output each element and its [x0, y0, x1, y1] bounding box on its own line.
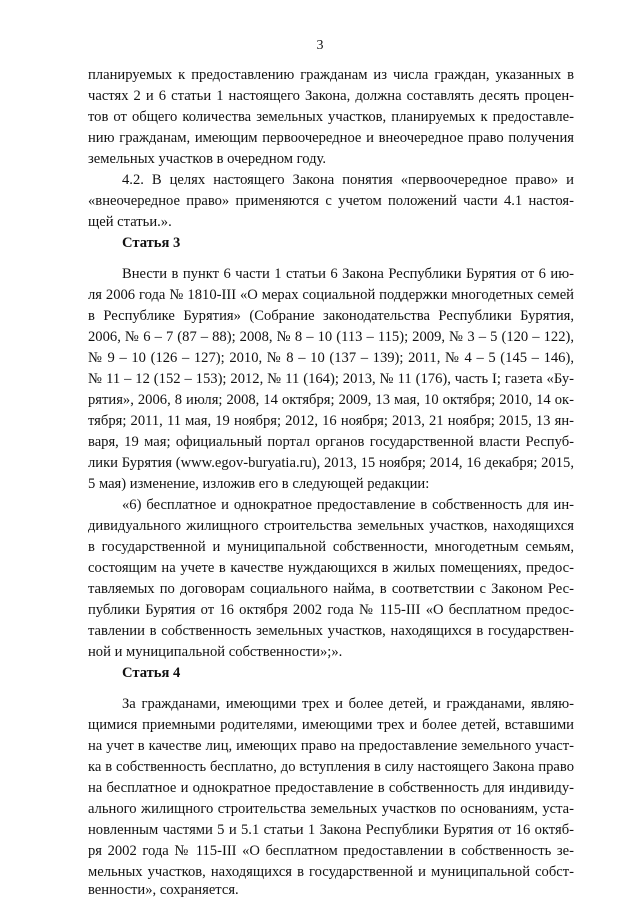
- page-number: 3: [316, 38, 324, 53]
- text-line: ля 2006 года № 1810-III «О мерах социальной поддержки многодетных семей: [88, 287, 574, 303]
- text-line: в Республике Бурятия» (Собрание законодательства Республики Бурятия,: [88, 308, 574, 324]
- text-line: венности», сохраняется.: [88, 882, 239, 898]
- text-line: ря 2002 года № 115-III «О бесплатном предоставлении в собственность зе-: [88, 843, 574, 859]
- text-line: 4.2. В целях настоящего Закона понятия «первоочередное право» и: [122, 172, 574, 188]
- text-line: ального жилищного строительства земельных участков по основаниям, уста-: [88, 801, 574, 817]
- text-line: рятия», 2006, 8 июля; 2008, 14 октября; 2009, 13 мая, 10 октября; 2010, 14 ок-: [88, 392, 574, 408]
- article-4-heading: Статья 4: [122, 665, 181, 681]
- text-line: № 11 – 12 (152 – 153); 2012, № 11 (164); 2013, № 11 (176), часть I; газета «Бу-: [88, 371, 574, 387]
- text-line: новленным частями 5 и 5.1 статьи 1 Закона Республики Бурятия от 16 октяб-: [88, 822, 574, 838]
- text-line: 2006, № 6 – 7 (87 – 88); 2008, № 8 – 10 (113 – 115); 2009, № 3 – 5 (120 – 122),: [88, 329, 574, 345]
- text-line: в государственной и муниципальной собственности, многодетным семьям,: [88, 539, 574, 555]
- text-line: частях 2 и 6 статьи 1 настоящего Закона, должна составлять десять процен-: [88, 88, 574, 104]
- text-line: состоящим на учете в качестве нуждающихся в жилых помещениях, предос-: [88, 560, 574, 576]
- text-line: тов от общего количества земельных участков, планируемых к предоставле-: [88, 109, 574, 125]
- text-line: нию гражданам, имеющим первоочередное и внеочередное право получения: [88, 130, 574, 146]
- text-line: публики Бурятия от 16 октября 2002 года № 115-III «О бесплатном предос-: [88, 602, 574, 618]
- article-3-heading: Статья 3: [122, 235, 181, 251]
- text-line: планируемых к предоставлению гражданам из числа граждан, указанных в: [88, 67, 574, 83]
- text-line: тавляемых по договорам социального найма, в соответствии с Законом Рес-: [88, 581, 574, 597]
- text-line: дивидуального жилищного строительства земельных участков, находящихся: [88, 518, 574, 534]
- text-line: ка в собственность бесплатно, до вступления в силу настоящего Закона право: [88, 759, 574, 775]
- text-line: Внести в пункт 6 части 1 статьи 6 Закона Республики Бурятия от 6 ию-: [122, 266, 574, 282]
- text-line: щимися приемными родителями, имеющими трех и более детей, вставшими: [88, 717, 574, 733]
- text-line: тября; 2011, 11 мая, 19 ноября; 2012, 16 ноября; 2013, 21 ноября; 2015, 13 ян-: [88, 413, 574, 429]
- text-line: щей статьи.».: [88, 214, 172, 230]
- text-line: варя, 19 мая; официальный портал органов государственной власти Респуб-: [88, 434, 574, 450]
- text-line: «внеочередное право» применяются с учетом положений части 4.1 настоя-: [88, 193, 574, 209]
- text-line: 5 мая) изменение, изложив его в следующей редакции:: [88, 476, 430, 492]
- text-line: земельных участков в очередном году.: [88, 151, 327, 167]
- text-line: на учет в качестве лиц, имеющих право на предоставление земельного участ-: [88, 738, 574, 754]
- text-line: «6) бесплатное и однократное предоставление в собственность для ин-: [122, 497, 574, 513]
- text-line: тавлении в собственность земельных участков, находящихся в государствен-: [88, 623, 574, 639]
- text-line: № 9 – 10 (126 – 127); 2010, № 8 – 10 (137 – 139); 2011, № 4 – 5 (145 – 146),: [88, 350, 574, 366]
- text-line: лики Бурятия (www.egov-buryatia.ru), 2013, 15 ноября; 2014, 16 декабря; 2015,: [88, 455, 574, 471]
- text-line: на бесплатное и однократное предоставление в собственность для индивиду-: [88, 780, 574, 796]
- text-line: мельных участков, находящихся в государственной и муниципальной собст-: [88, 864, 574, 880]
- text-line: ной и муниципальной собственности»;».: [88, 644, 343, 660]
- text-line: За гражданами, имеющими трех и более детей, и гражданами, являю-: [122, 696, 574, 712]
